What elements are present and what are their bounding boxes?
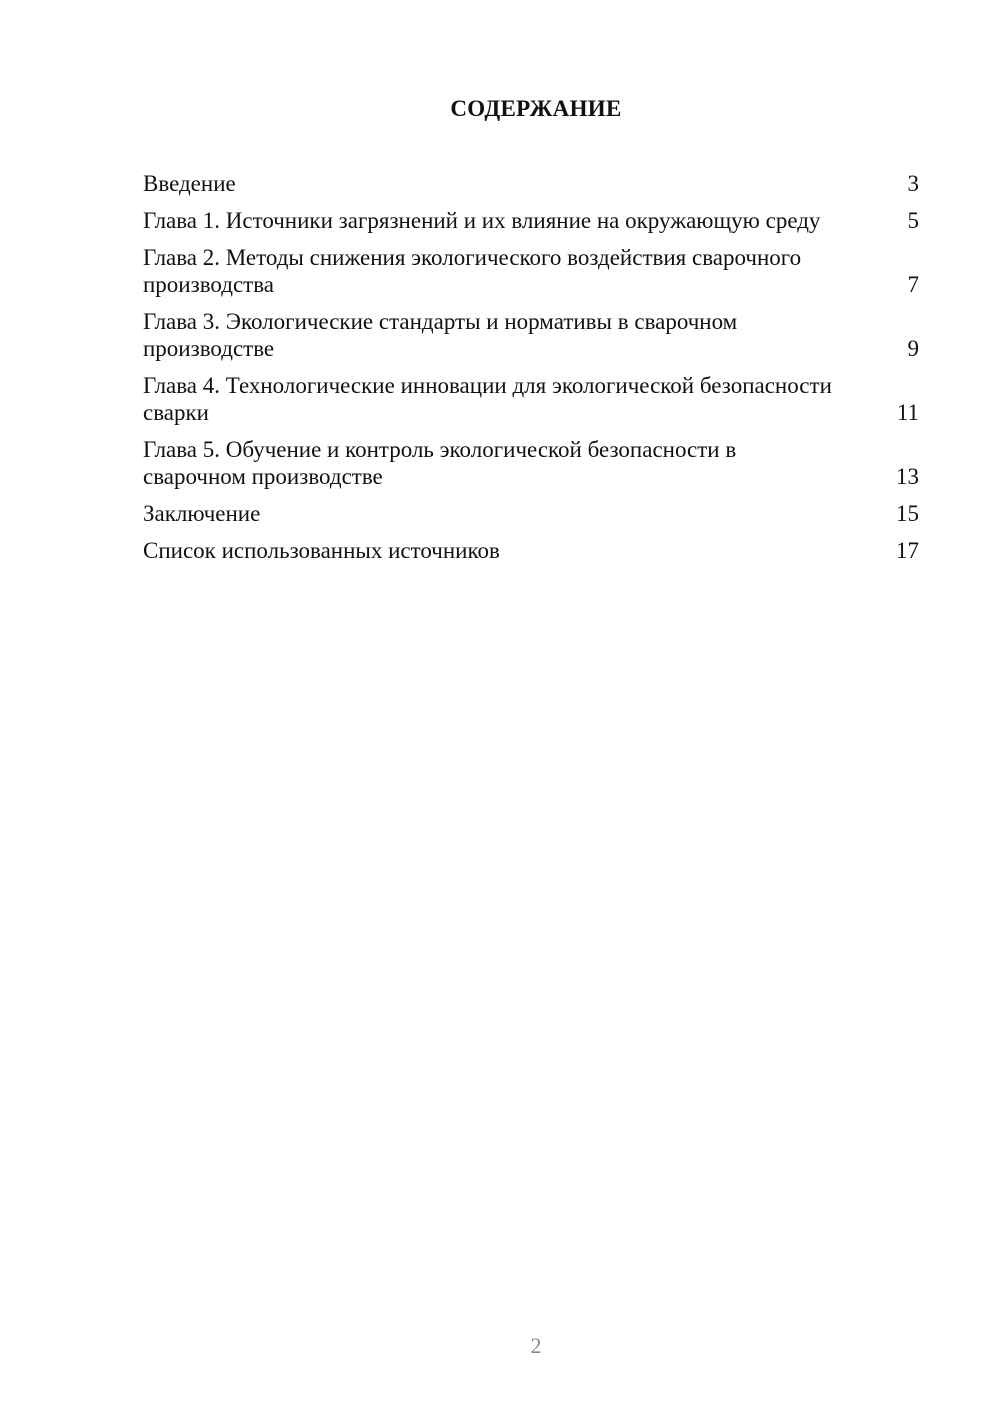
toc-entry-chapter-3: [143, 308, 919, 362]
toc-entry-chapter-2: [143, 244, 919, 298]
toc-entry-title: Глава 3. Экологические стандарты и нормативы в сварочном производстве: [143, 309, 738, 361]
toc-entry-introduction: [143, 170, 919, 197]
toc-entry-page: 17: [896, 538, 919, 563]
toc-entry-page: 15: [896, 501, 919, 526]
toc-entry-page: 13: [896, 464, 919, 489]
toc-entry-title: Глава 2. Методы снижения экологического воздействия сварочного производства: [143, 245, 802, 297]
table-of-contents: [143, 170, 919, 574]
toc-entry-references: [143, 537, 919, 564]
toc-entry-title: Глава 5. Обучение и контроль экологической безопасности в сварочном производстве: [143, 437, 737, 489]
toc-entry-title: Глава 1. Источники загрязнений и их влияние на окружающую среду: [143, 208, 821, 233]
toc-entry-title: Список использованных источников: [143, 538, 500, 563]
page-number: 2: [530, 1333, 542, 1358]
toc-entry-page: 9: [907, 336, 919, 361]
toc-entry-title: Введение: [143, 171, 236, 196]
toc-heading: СОДЕРЖАНИЕ: [450, 96, 622, 121]
toc-entry-conclusion: [143, 500, 919, 527]
toc-entry-chapter-5: [143, 436, 919, 490]
toc-entry-page: 11: [896, 400, 919, 425]
toc-entry-page: 7: [907, 272, 919, 297]
toc-entry-title: Заключение: [143, 501, 261, 526]
toc-entry-page: 5: [907, 208, 919, 233]
toc-entry-title: Глава 4. Технологические инновации для экологической безопасности сварки: [143, 373, 832, 425]
toc-entry-chapter-1: [143, 207, 919, 234]
toc-entry-page: 3: [907, 171, 919, 196]
toc-entry-chapter-4: [143, 372, 919, 426]
